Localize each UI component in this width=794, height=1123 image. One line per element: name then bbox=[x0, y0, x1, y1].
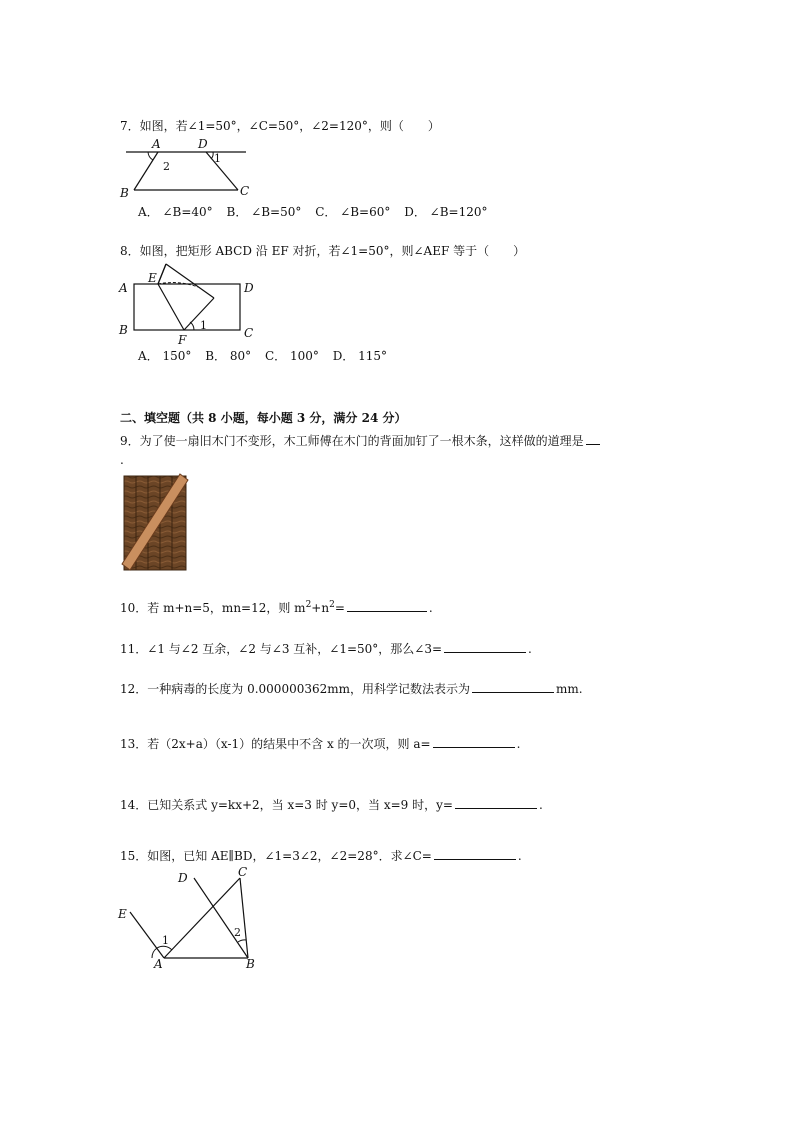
q10-mid: +n bbox=[311, 601, 330, 615]
section-title: 二、填空题（共 8 小题，每小题 3 分，满分 24 分） bbox=[120, 411, 407, 425]
q9-text: 9．为了使一扇旧木门不变形，木工师傅在木门的背面加钉了一根木条，这样做的道理是 bbox=[120, 434, 584, 448]
q7-label-2: 2 bbox=[163, 160, 170, 173]
q8-stem: 8．如图，把矩形 ABCD 沿 EF 对折，若∠1=50°，则∠AEF 等于（ ） bbox=[120, 244, 526, 258]
q15-label-2: 2 bbox=[234, 926, 241, 939]
q8-label-f: F bbox=[178, 333, 187, 347]
q8-options bbox=[138, 348, 397, 364]
q8-option-c[interactable]: C． 100° bbox=[264, 349, 319, 363]
q12 bbox=[120, 680, 583, 697]
q13 bbox=[120, 735, 520, 752]
q15-label-a: A bbox=[154, 957, 163, 971]
q10 bbox=[120, 597, 433, 616]
q9-tail: . bbox=[120, 453, 124, 467]
q13-prefix: 13．若（2x+a）（x-1）的结果中不含 x 的一次项，则 a= bbox=[120, 737, 431, 751]
q15-prefix: 15．如图，已知 AE∥BD，∠1=3∠2，∠2=28°．求∠C= bbox=[120, 849, 432, 863]
q8-label-b: B bbox=[119, 323, 128, 337]
q15 bbox=[120, 847, 522, 864]
q8-figure bbox=[118, 262, 268, 346]
q10-tail: . bbox=[428, 601, 433, 615]
q10-after: = bbox=[334, 601, 345, 615]
q7-option-b[interactable]: B． ∠B=50° bbox=[226, 205, 302, 219]
q8-label-c: C bbox=[244, 326, 254, 340]
q7-label-c: C bbox=[240, 184, 250, 198]
q14 bbox=[120, 796, 543, 813]
q8-option-a[interactable]: A． 150° bbox=[138, 349, 192, 363]
q8-label-a: A bbox=[119, 281, 128, 295]
q15-label-c: C bbox=[238, 865, 248, 879]
q14-answer-blank[interactable] bbox=[455, 796, 537, 809]
q7-option-d[interactable]: D． ∠B=120° bbox=[404, 205, 488, 219]
q7-option-a[interactable]: A． ∠B=40° bbox=[138, 205, 213, 219]
q15-figure bbox=[116, 864, 266, 974]
q8-label-1: 1 bbox=[200, 319, 207, 332]
q8-label-e: E bbox=[148, 271, 157, 285]
q8-option-d[interactable]: D． 115° bbox=[332, 349, 388, 363]
q15-label-b: B bbox=[246, 957, 255, 971]
q11-answer-blank[interactable] bbox=[444, 640, 526, 653]
q10-prefix: 10．若 m+n=5，mn=12，则 m bbox=[120, 601, 306, 615]
q9-stem bbox=[120, 432, 602, 449]
q7-label-d: D bbox=[198, 137, 208, 151]
q13-tail: . bbox=[516, 737, 521, 751]
q15-label-1: 1 bbox=[162, 934, 169, 947]
q7-figure bbox=[118, 136, 278, 198]
q7-stem: 7．如图，若∠1=50°，∠C=50°，∠2=120°，则（ ） bbox=[120, 119, 440, 133]
q7-label-a: A bbox=[152, 137, 161, 151]
q9-door-figure bbox=[122, 474, 194, 572]
q10-answer-blank[interactable] bbox=[347, 599, 427, 612]
q7-options bbox=[138, 204, 498, 220]
q13-answer-blank[interactable] bbox=[433, 735, 515, 748]
q8-label-d: D bbox=[244, 281, 254, 295]
q9-answer-blank[interactable] bbox=[586, 432, 600, 445]
q12-prefix: 12．一种病毒的长度为 0.000000362mm，用科学记数法表示为 bbox=[120, 682, 471, 696]
q14-prefix: 14．已知关系式 y=kx+2，当 x=3 时 y=0，当 x=9 时，y= bbox=[120, 798, 453, 812]
q12-tail: mm. bbox=[556, 682, 583, 696]
q15-label-e: E bbox=[118, 907, 127, 921]
q14-tail: . bbox=[538, 798, 543, 812]
q10-sup1: 2 bbox=[305, 600, 312, 610]
q8-option-b[interactable]: B． 80° bbox=[205, 349, 252, 363]
q11-tail: . bbox=[528, 642, 532, 656]
q12-answer-blank[interactable] bbox=[472, 680, 554, 693]
q7-label-1: 1 bbox=[214, 152, 221, 165]
q10-sup2: 2 bbox=[329, 600, 335, 610]
q7-label-b: B bbox=[120, 186, 129, 200]
q15-tail: . bbox=[517, 849, 522, 863]
q11-prefix: 11．∠1 与∠2 互余，∠2 与∠3 互补，∠1=50°，那么∠3= bbox=[120, 642, 443, 656]
q15-label-d: D bbox=[178, 871, 188, 885]
q7-option-c[interactable]: C． ∠B=60° bbox=[315, 205, 391, 219]
q11 bbox=[120, 640, 532, 657]
q15-answer-blank[interactable] bbox=[434, 847, 516, 860]
